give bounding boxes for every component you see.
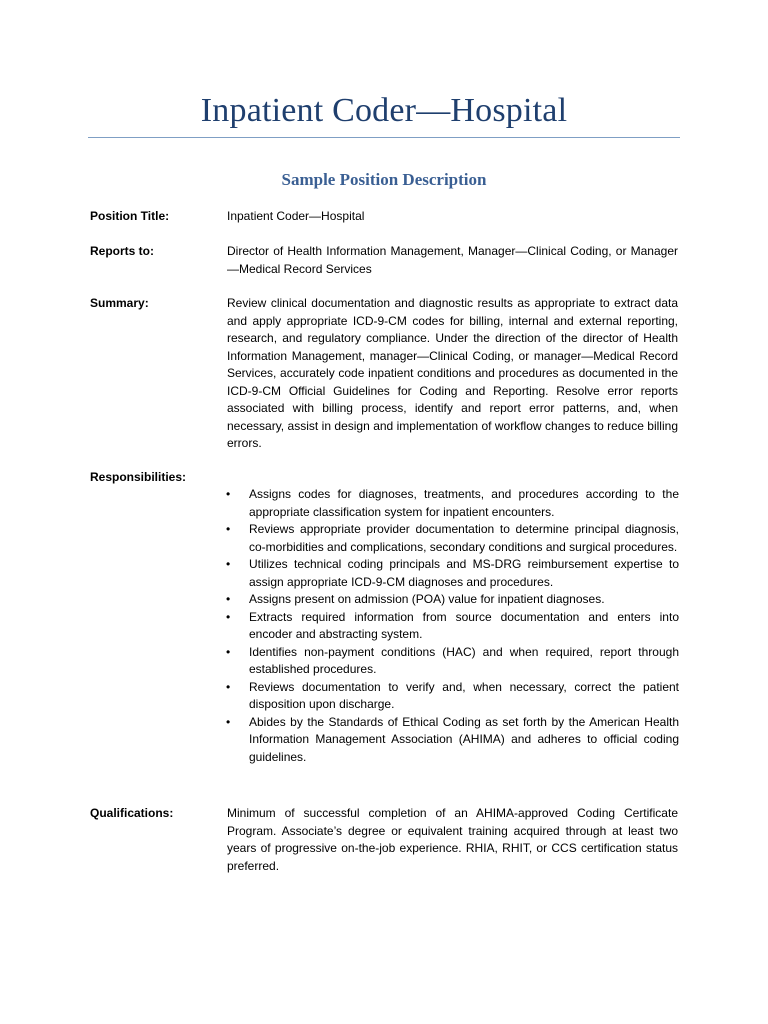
list-item — [224, 679, 679, 714]
list-item — [224, 521, 679, 556]
list-item-text: Reviews documentation to verify and, when necessary, correct the patient disposition upon discharge. — [249, 679, 679, 711]
title-divider — [88, 137, 680, 138]
list-item-text: Extracts required information from source documentation and enters into encoder and abstracting system. — [249, 609, 679, 641]
bullet-icon: • — [226, 644, 231, 659]
document-subtitle: Sample Position Description — [281, 170, 487, 189]
bullet-icon: • — [226, 522, 231, 536]
qualifications-value: Minimum of successful completion of an AHIMA-approved Coding Certificate Program. Associate’s degree or equivalent training acquired through at least two years of progressive on-the-job experience. RHIA, RHIT, or CCS certification status preferred. — [227, 806, 678, 873]
responsibilities-label: Responsibilities: — [90, 470, 187, 484]
list-item — [224, 644, 679, 679]
bullet-icon: • — [226, 714, 231, 729]
summary-label: Summary: — [90, 296, 149, 310]
bullet-icon: • — [226, 557, 231, 571]
list-item-text: Abides by the Standards of Ethical Coding as set forth by the American Health Information Management Association (AHIMA) and adheres to official coding guidelines. — [249, 714, 679, 764]
list-item — [224, 714, 679, 767]
list-item — [224, 556, 679, 591]
summary-value: Review clinical documentation and diagnostic results as appropriate to extract data and apply appropriate ICD-9-CM codes for billing, internal and external reporting, research, and regulatory compliance. Under the direction of the director of Health Information Management, manager—Clinical Coding, or manager—Medical Record Services, accurately code inpatient conditions and procedures as documented in the ICD-9-CM Official Guidelines for Coding and Reporting. Resolve error reports associated with billing process, identify and report error patterns, and, when necessary, assist in design and implementation of workflow changes to reduce billing errors. — [227, 296, 678, 450]
responsibilities-list — [224, 486, 679, 766]
list-item-text: Assigns present on admission (POA) value for inpatient diagnoses. — [249, 592, 605, 606]
list-item-text: Identifies non-payment conditions (HAC) and when required, report through established procedures. — [249, 644, 679, 676]
list-item — [224, 609, 679, 644]
bullet-icon: • — [226, 609, 231, 624]
position-title-label: Position Title: — [90, 209, 170, 223]
bullet-icon: • — [226, 592, 231, 606]
bullet-icon: • — [226, 679, 231, 694]
list-item — [224, 486, 679, 521]
list-item — [224, 591, 679, 609]
list-item-text: Assigns codes for diagnoses, treatments, and procedures according to the appropriate classification system for inpatient encounters. — [249, 487, 679, 519]
document-title: Inpatient Coder—Hospital — [200, 92, 568, 129]
list-item-text: Reviews appropriate provider documentation to determine principal diagnosis, co-morbidities and complications, secondary conditions and surgical procedures. — [249, 522, 679, 554]
reports-to-label: Reports to: — [90, 244, 154, 258]
list-item-text: Utilizes technical coding principals and MS-DRG reimbursement expertise to assign appropriate ICD-9-CM diagnoses and procedures. — [249, 557, 679, 589]
position-title-value: Inpatient Coder—Hospital — [227, 209, 365, 223]
reports-to-value: Director of Health Information Management, Manager—Clinical Coding, or Manager—Medical Record Services — [227, 244, 678, 276]
bullet-icon: • — [226, 487, 231, 501]
qualifications-label: Qualifications: — [90, 806, 174, 820]
